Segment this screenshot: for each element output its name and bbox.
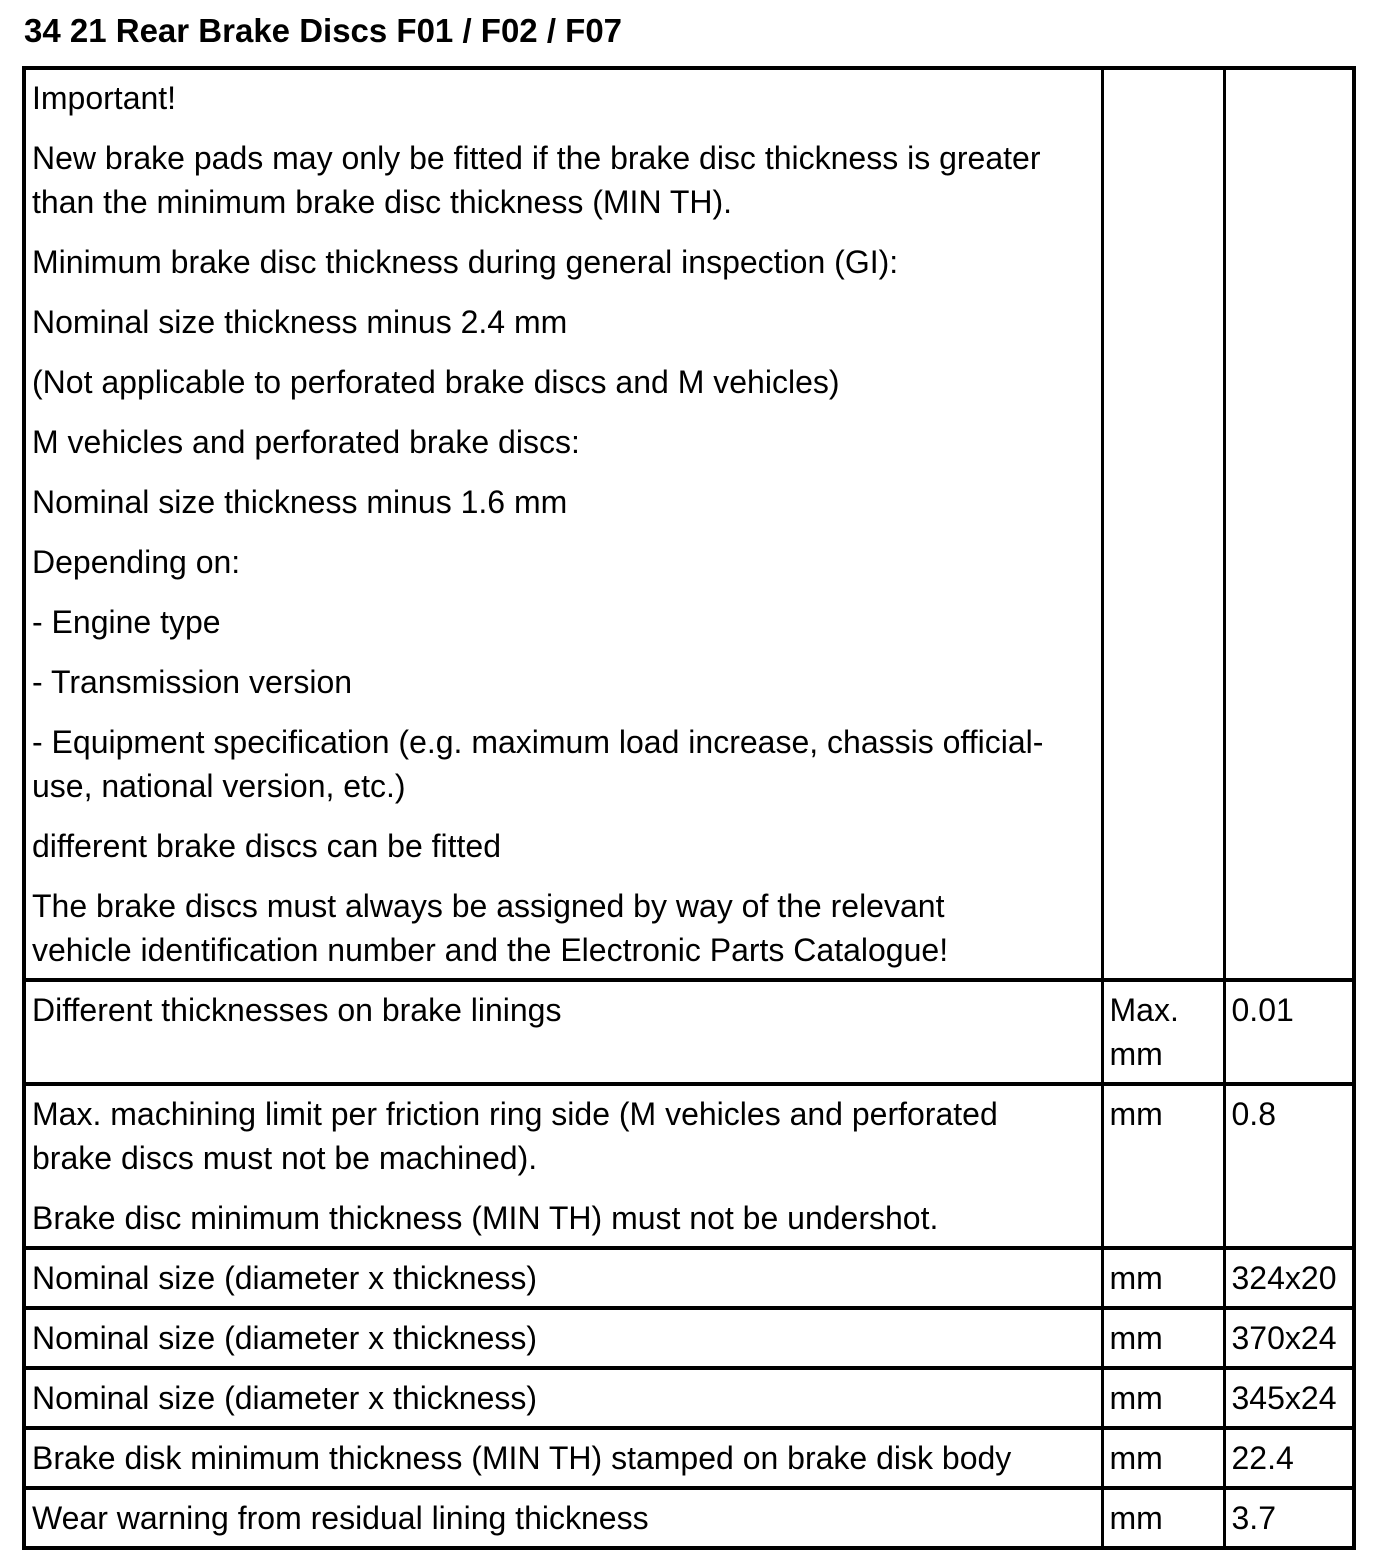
note-line: (Not applicable to perforated brake discs and M vehicles)	[32, 364, 840, 400]
description-cell	[24, 1488, 1102, 1548]
paragraph	[32, 824, 1093, 868]
note-line: Nominal size thickness minus 1.6 mm	[32, 484, 568, 520]
table-row	[24, 1308, 1354, 1368]
table-row	[24, 1488, 1354, 1548]
paragraph	[32, 1496, 1093, 1540]
paragraph	[32, 660, 1093, 704]
paragraph	[32, 240, 1093, 284]
unit-cell: mm	[1102, 1488, 1224, 1548]
value-cell: 345x24	[1224, 1368, 1354, 1428]
paragraph	[32, 1092, 1093, 1180]
value-cell: 370x24	[1224, 1308, 1354, 1368]
paragraph	[32, 988, 1093, 1032]
paragraph	[32, 76, 1093, 120]
unit-cell: mm	[1102, 1084, 1224, 1248]
paragraph	[32, 1436, 1093, 1480]
value-cell: 22.4	[1224, 1428, 1354, 1488]
unit-cell: mm	[1102, 1308, 1224, 1368]
paragraph	[32, 420, 1093, 464]
table-row	[24, 1428, 1354, 1488]
note-line: The brake discs must always be assigned by way of the relevant	[32, 888, 945, 924]
unit-cell: mm	[1102, 1368, 1224, 1428]
note-description-cell	[24, 68, 1102, 980]
description-text: Brake disk minimum thickness (MIN TH) stamped on brake disk body	[32, 1440, 1012, 1476]
paragraph	[32, 136, 1093, 224]
value-cell: 3.7	[1224, 1488, 1354, 1548]
value-cell	[1224, 68, 1354, 980]
paragraph	[32, 480, 1093, 524]
description-text: Nominal size (diameter x thickness)	[32, 1380, 538, 1416]
paragraph	[32, 600, 1093, 644]
table-row	[24, 980, 1354, 1084]
unit-cell: mm	[1102, 1248, 1224, 1308]
description-cell	[24, 1368, 1102, 1428]
table-row-note	[24, 68, 1354, 980]
table-row	[24, 1248, 1354, 1308]
description-cell	[24, 1308, 1102, 1368]
value-cell: 324x20	[1224, 1248, 1354, 1308]
paragraph	[32, 1316, 1093, 1360]
note-line: Important!	[32, 80, 177, 116]
note-line: - Engine type	[32, 604, 221, 640]
paragraph	[32, 1256, 1093, 1300]
paragraph	[32, 720, 1093, 808]
paragraph	[32, 1196, 1093, 1240]
unit-cell	[1102, 68, 1224, 980]
paragraph	[32, 540, 1093, 584]
note-line: M vehicles and perforated brake discs:	[32, 424, 580, 460]
unit-cell: mm	[1102, 1428, 1224, 1488]
description-text: Nominal size (diameter x thickness)	[32, 1260, 538, 1296]
description-text: Max. machining limit per friction ring side (M vehicles and perforated	[32, 1096, 998, 1132]
note-line: different brake discs can be fitted	[32, 828, 502, 864]
paragraph	[32, 1376, 1093, 1420]
note-line: - Equipment specification (e.g. maximum load increase, chassis official-	[32, 724, 1044, 760]
description-cell	[24, 980, 1102, 1084]
unit-cell: Max. mm	[1102, 980, 1224, 1084]
description-text: Nominal size (diameter x thickness)	[32, 1320, 538, 1356]
description-text: brake discs must not be machined).	[32, 1140, 538, 1176]
note-line: Depending on:	[32, 544, 241, 580]
description-cell	[24, 1248, 1102, 1308]
paragraph	[32, 360, 1093, 404]
value-cell: 0.8	[1224, 1084, 1354, 1248]
table-row	[24, 1368, 1354, 1428]
paragraph	[32, 300, 1093, 344]
spec-table	[22, 66, 1356, 1550]
value-cell: 0.01	[1224, 980, 1354, 1084]
note-line: Minimum brake disc thickness during general inspection (GI):	[32, 244, 899, 280]
description-text: Different thicknesses on brake linings	[32, 992, 562, 1028]
note-line: - Transmission version	[32, 664, 353, 700]
note-line: use, national version, etc.)	[32, 768, 406, 804]
paragraph	[32, 884, 1093, 972]
description-cell	[24, 1428, 1102, 1488]
note-line: vehicle identification number and the Electronic Parts Catalogue!	[32, 932, 949, 968]
note-line: Nominal size thickness minus 2.4 mm	[32, 304, 568, 340]
table-row	[24, 1084, 1354, 1248]
note-line: than the minimum brake disc thickness (MIN TH).	[32, 184, 733, 220]
description-text: Wear warning from residual lining thickness	[32, 1500, 649, 1536]
description-cell	[24, 1084, 1102, 1248]
description-text: Brake disc minimum thickness (MIN TH) must not be undershot.	[32, 1200, 939, 1236]
page-title: 34 21 Rear Brake Discs F01 / F02 / F07	[24, 12, 623, 49]
note-line: New brake pads may only be fitted if the brake disc thickness is greater	[32, 140, 1041, 176]
